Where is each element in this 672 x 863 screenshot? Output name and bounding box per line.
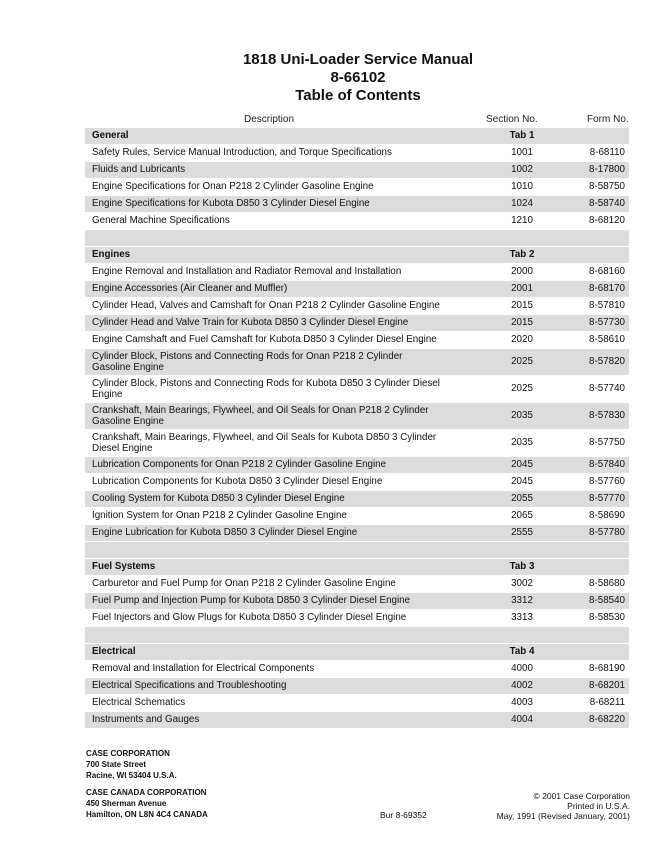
section-tab: Tab 2 [509,249,535,260]
table-row [85,508,629,525]
section-tab: Tab 4 [509,646,535,657]
row-section-number: 4003 [511,697,533,708]
section-spacer [85,542,629,559]
row-description: Engine Removal and Installation and Radiator Removal and Installation [92,266,402,277]
row-section-number: 4004 [511,714,533,725]
row-description: Cylinder Block, Pistons and Connecting Rods for Onan P218 2 Cylinder Gasoline Engine [92,351,403,373]
table-row [85,376,629,403]
section-header [85,644,629,661]
row-form-number: 8-57840 [589,459,625,470]
row-description: Safety Rules, Service Manual Introduction, and Torque Specifications [92,147,392,158]
address-line: 700 State Street [86,760,147,769]
column-header-section: Section No. [486,114,538,125]
row-section-number: 2065 [511,510,533,521]
row-form-number: 8-58680 [589,578,625,589]
row-form-number: 8-17800 [589,164,625,175]
row-form-number: 8-68170 [589,283,625,294]
row-description: Lubrication Components for Kubota D850 3 Cylinder Diesel Engine [92,476,383,487]
row-section-number: 3312 [511,595,533,606]
manual-number: 8-66102 [330,69,386,86]
row-description: Crankshaft, Main Bearings, Flywheel, and Oil Seals for Kubota D850 3 Cylinder Diesel Engine [92,432,437,454]
row-description: Electrical Schematics [92,697,186,708]
row-section-number: 2000 [511,266,533,277]
row-form-number: 8-57780 [589,527,625,538]
row-form-number: 8-68110 [589,147,625,158]
section-name: Fuel Systems [92,561,156,572]
row-form-number: 8-57770 [589,493,625,504]
row-description: Fuel Pump and Injection Pump for Kubota D850 3 Cylinder Diesel Engine [92,595,411,606]
row-description: Fuel Injectors and Glow Plugs for Kubota D850 3 Cylinder Diesel Engine [92,612,407,623]
row-description: Removal and Installation for Electrical Components [92,663,315,674]
row-description: Carburetor and Fuel Pump for Onan P218 2 Cylinder Gasoline Engine [92,578,396,589]
table-row [85,491,629,508]
row-form-number: 8-58740 [589,198,625,209]
row-section-number: 1210 [511,215,533,226]
address-line: Hamilton, ON L8N 4C4 CANADA [86,810,208,819]
row-form-number: 8-58690 [589,510,625,521]
row-form-number: 8-68160 [589,266,625,277]
address-line: Racine, WI 53404 U.S.A. [86,771,177,780]
row-section-number: 2025 [511,383,533,394]
section-spacer [85,230,629,247]
table-row [85,576,629,593]
row-section-number: 2555 [511,527,533,538]
row-form-number: 8-58540 [589,595,625,606]
section-name: Electrical [92,646,136,657]
row-section-number: 2045 [511,459,533,470]
row-description: Engine Specifications for Onan P218 2 Cylinder Gasoline Engine [92,181,374,192]
row-description: Fluids and Lubricants [92,164,186,175]
table-row [85,678,629,695]
table-row [85,298,629,315]
column-header-description: Description [244,114,295,125]
row-form-number: 8-58610 [589,334,625,345]
row-description: Engine Lubrication for Kubota D850 3 Cylinder Diesel Engine [92,527,358,538]
row-section-number: 2015 [511,317,533,328]
row-description: Cylinder Head, Valves and Camshaft for Onan P218 2 Cylinder Gasoline Engine [92,300,440,311]
row-section-number: 2020 [511,334,533,345]
row-section-number: 1024 [511,198,533,209]
revision-line: May, 1991 (Revised January, 2001) [496,811,630,821]
row-description: Instruments and Gauges [92,714,200,725]
row-section-number: 3002 [511,578,533,589]
table-row [85,349,629,376]
address-line: CASE CORPORATION [86,749,170,758]
table-of-contents [85,128,629,729]
printed-line: Printed in U.S.A. [567,801,630,811]
column-header-form: Form No. [587,114,629,125]
row-description: Electrical Specifications and Troubleshooting [92,680,287,691]
row-form-number: 8-57760 [589,476,625,487]
row-description: General Machine Specifications [92,215,230,226]
manual-title: 1818 Uni-Loader Service Manual [242,51,474,68]
table-row [85,712,629,729]
copyright-block [430,791,630,821]
row-form-number: 8-58750 [589,181,625,192]
row-form-number: 8-57810 [589,300,625,311]
row-section-number: 3313 [511,612,533,623]
section-spacer [85,627,629,644]
table-row [85,457,629,474]
table-row [85,474,629,491]
row-form-number: 8-68201 [589,680,625,691]
table-row [85,610,629,627]
section-header [85,559,629,576]
table-row [85,196,629,213]
row-form-number: 8-58530 [589,612,625,623]
row-description: Cylinder Block, Pistons and Connecting Rods for Kubota D850 3 Cylinder Diesel Engine [92,378,440,400]
row-form-number: 8-68190 [589,663,625,674]
table-row [85,281,629,298]
address-line: CASE CANADA CORPORATION [86,788,207,797]
table-row [85,264,629,281]
row-form-number: 8-68220 [589,714,625,725]
row-section-number: 2015 [511,300,533,311]
row-section-number: 1001 [511,147,533,158]
table-row [85,315,629,332]
row-description: Cylinder Head and Valve Train for Kubota D850 3 Cylinder Diesel Engine [92,317,409,328]
section-name: Engines [92,249,131,260]
row-form-number: 8-57820 [589,356,625,367]
row-description: Ignition System for Onan P218 2 Cylinder Gasoline Engine [92,510,347,521]
row-form-number: 8-57750 [589,437,625,448]
table-row [85,145,629,162]
address-line: 450 Sherman Avenue [86,799,167,808]
table-row [85,403,629,430]
row-section-number: 1002 [511,164,533,175]
row-description: Engine Camshaft and Fuel Camshaft for Kubota D850 3 Cylinder Diesel Engine [92,334,437,345]
row-description: Engine Accessories (Air Cleaner and Muffler) [92,283,288,294]
row-section-number: 2035 [511,410,533,421]
row-section-number: 2045 [511,476,533,487]
table-row [85,213,629,230]
copyright-line: © 2001 Case Corporation [533,791,630,801]
table-row [85,332,629,349]
bur-number: Bur 8-69352 [380,810,427,820]
row-section-number: 4000 [511,663,533,674]
row-description: Engine Specifications for Kubota D850 3 Cylinder Diesel Engine [92,198,370,209]
table-row [85,593,629,610]
section-tab: Tab 1 [509,130,535,141]
section-name: General [92,130,129,141]
table-row [85,695,629,712]
row-section-number: 2035 [511,437,533,448]
section-tab: Tab 3 [509,561,535,572]
row-form-number: 8-57740 [589,383,625,394]
row-form-number: 8-68120 [589,215,625,226]
row-form-number: 8-68211 [589,697,625,708]
row-section-number: 1010 [511,181,533,192]
page-title: Table of Contents [295,87,421,104]
table-row [85,162,629,179]
row-section-number: 2001 [511,283,533,294]
row-form-number: 8-57830 [589,410,625,421]
row-section-number: 2055 [511,493,533,504]
table-row [85,525,629,542]
case-canada-address [86,787,208,820]
table-row [85,661,629,678]
row-description: Lubrication Components for Onan P218 2 Cylinder Gasoline Engine [92,459,387,470]
row-description: Crankshaft, Main Bearings, Flywheel, and Oil Seals for Onan P218 2 Cylinder Gasoline Engine [92,405,429,427]
row-description: Cooling System for Kubota D850 3 Cylinder Diesel Engine [92,493,345,504]
section-header [85,128,629,145]
case-corporation-address [86,748,177,781]
section-header [85,247,629,264]
row-section-number: 4002 [511,680,533,691]
row-form-number: 8-57730 [589,317,625,328]
row-section-number: 2025 [511,356,533,367]
table-row [85,430,629,457]
table-row [85,179,629,196]
